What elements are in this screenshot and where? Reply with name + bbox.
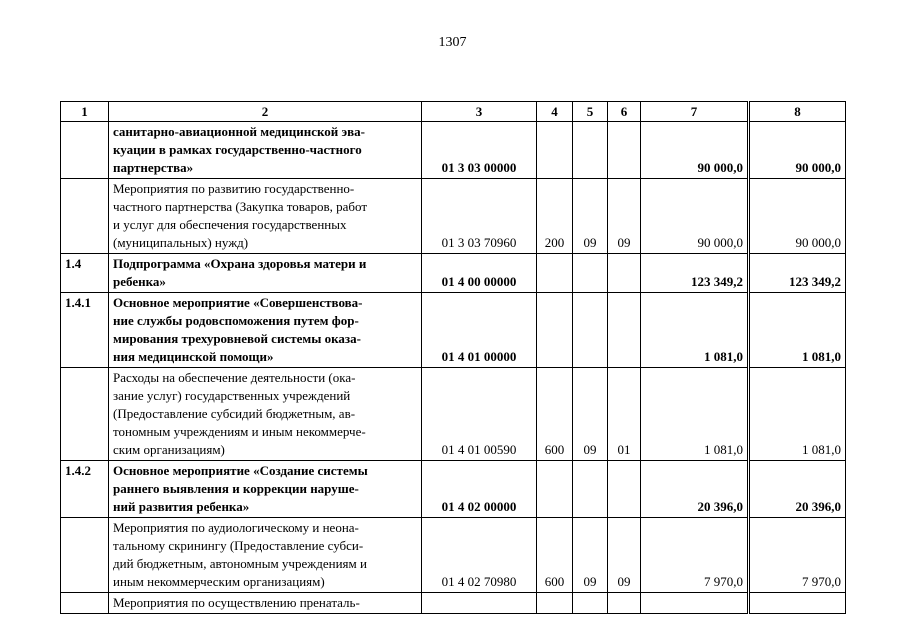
row-code: 01 4 01 00590 xyxy=(422,368,537,461)
row-number: 1.4.1 xyxy=(61,293,109,368)
row-col6 xyxy=(608,461,641,518)
row-name: Мероприятия по осуществлению пренаталь- xyxy=(109,593,422,614)
column-header: 2 xyxy=(109,102,422,122)
row-col6 xyxy=(608,122,641,179)
row-amount-7: 1 081,0 xyxy=(641,293,749,368)
row-col5: 09 xyxy=(573,179,608,254)
row-col4 xyxy=(537,122,573,179)
table-row xyxy=(61,368,846,461)
column-header: 3 xyxy=(422,102,537,122)
row-col4 xyxy=(537,254,573,293)
row-number xyxy=(61,593,109,614)
column-header: 8 xyxy=(749,102,846,122)
row-col6: 09 xyxy=(608,179,641,254)
row-col6 xyxy=(608,593,641,614)
row-amount-8: 90 000,0 xyxy=(749,122,846,179)
table-row xyxy=(61,518,846,593)
row-col4 xyxy=(537,461,573,518)
row-amount-7: 123 349,2 xyxy=(641,254,749,293)
column-header: 4 xyxy=(537,102,573,122)
column-header: 7 xyxy=(641,102,749,122)
table-row xyxy=(61,593,846,614)
row-number: 1.4.2 xyxy=(61,461,109,518)
row-amount-8: 1 081,0 xyxy=(749,368,846,461)
row-code: 01 3 03 70960 xyxy=(422,179,537,254)
row-col5 xyxy=(573,122,608,179)
row-number: 1.4 xyxy=(61,254,109,293)
row-col5 xyxy=(573,293,608,368)
row-amount-7: 7 970,0 xyxy=(641,518,749,593)
row-name: Подпрограмма «Охрана здоровья матери и ребенка» xyxy=(109,254,422,293)
row-number xyxy=(61,122,109,179)
row-name: Расходы на обеспечение деятельности (ока- зание услуг) государственных учреждений (Предоставление субсидий бюджетным, ав- тономным учреждениям и иным некоммерче- ским организациям) xyxy=(109,368,422,461)
row-amount-7: 20 396,0 xyxy=(641,461,749,518)
row-amount-8: 7 970,0 xyxy=(749,518,846,593)
row-number xyxy=(61,518,109,593)
row-col4: 600 xyxy=(537,518,573,593)
row-amount-8 xyxy=(749,593,846,614)
table-row xyxy=(61,122,846,179)
column-header: 6 xyxy=(608,102,641,122)
row-amount-8: 1 081,0 xyxy=(749,293,846,368)
row-col4: 200 xyxy=(537,179,573,254)
row-name: Основное мероприятие «Создание системы раннего выявления и коррекции наруше- ний развития ребенка» xyxy=(109,461,422,518)
table-row xyxy=(61,461,846,518)
row-col4 xyxy=(537,593,573,614)
table-row xyxy=(61,293,846,368)
row-number xyxy=(61,368,109,461)
row-code: 01 4 02 00000 xyxy=(422,461,537,518)
table-row xyxy=(61,179,846,254)
row-amount-7: 1 081,0 xyxy=(641,368,749,461)
row-col5: 09 xyxy=(573,518,608,593)
column-header: 5 xyxy=(573,102,608,122)
row-code: 01 4 02 70980 xyxy=(422,518,537,593)
row-number xyxy=(61,179,109,254)
row-col6: 01 xyxy=(608,368,641,461)
row-amount-8: 90 000,0 xyxy=(749,179,846,254)
row-amount-7: 90 000,0 xyxy=(641,179,749,254)
row-col6 xyxy=(608,254,641,293)
row-col5: 09 xyxy=(573,368,608,461)
row-code xyxy=(422,593,537,614)
row-amount-8: 20 396,0 xyxy=(749,461,846,518)
budget-table xyxy=(60,101,846,614)
row-code: 01 4 00 00000 xyxy=(422,254,537,293)
row-col4 xyxy=(537,293,573,368)
row-amount-7: 90 000,0 xyxy=(641,122,749,179)
row-amount-8: 123 349,2 xyxy=(749,254,846,293)
row-col5 xyxy=(573,461,608,518)
column-header: 1 xyxy=(61,102,109,122)
row-col6: 09 xyxy=(608,518,641,593)
header-row xyxy=(61,102,846,122)
row-amount-7 xyxy=(641,593,749,614)
page-number: 1307 xyxy=(438,35,467,50)
row-name: Основное мероприятие «Совершенствова- ние службы родовспоможения путем фор- мирования трехуровневой системы оказа- ния медицинской помощи» xyxy=(109,293,422,368)
row-code: 01 4 01 00000 xyxy=(422,293,537,368)
row-col5 xyxy=(573,593,608,614)
row-code: 01 3 03 00000 xyxy=(422,122,537,179)
row-col5 xyxy=(573,254,608,293)
row-name: Мероприятия по развитию государственно- частного партнерства (Закупка товаров, работ и услуг для обеспечения государственных (муниципальных) нужд) xyxy=(109,179,422,254)
row-col6 xyxy=(608,293,641,368)
row-col4: 600 xyxy=(537,368,573,461)
table-row xyxy=(61,254,846,293)
row-name: санитарно-авиационной медицинской эва- куации в рамках государственно-частного партнерства» xyxy=(109,122,422,179)
row-name: Мероприятия по аудиологическому и неона- тальному скринингу (Предоставление субси- дий бюджетным, автономным учреждениям и иным некоммерческим организациям) xyxy=(109,518,422,593)
